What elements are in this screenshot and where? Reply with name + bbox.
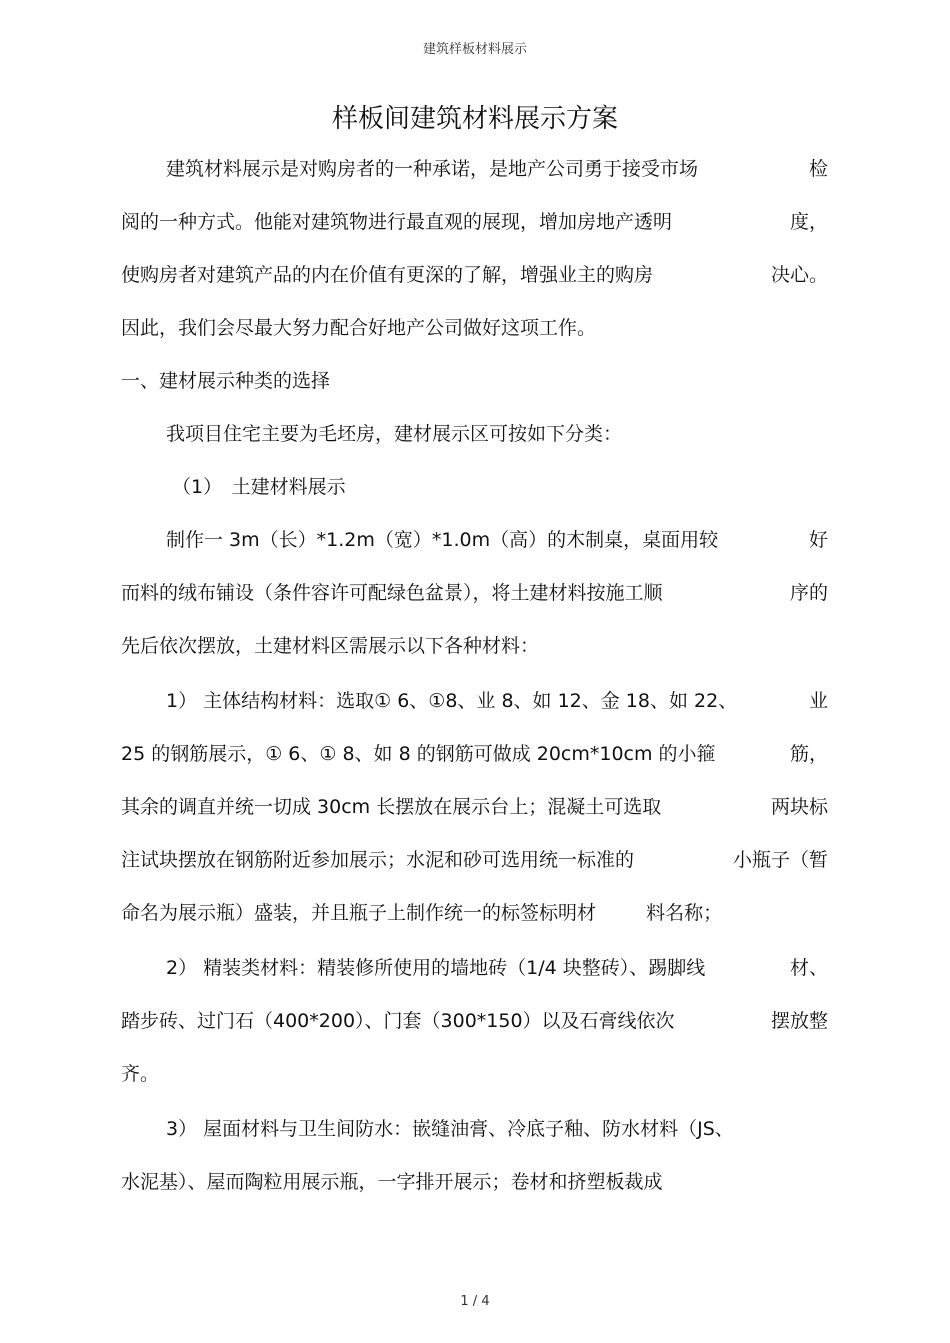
line-tail: 检 bbox=[808, 158, 828, 180]
paragraph-line bbox=[121, 739, 828, 769]
line-text: 注试块摆放在钢筋附近参加展示；水泥和砂可选用统一标准的 bbox=[121, 849, 635, 871]
line-text: 命名为展示瓶）盛装，并且瓶子上制作统一的标签标明材 bbox=[121, 902, 597, 924]
paragraph-line bbox=[121, 898, 828, 928]
paragraph-line bbox=[121, 792, 828, 822]
line-text: 3） 屋面材料与卫生间防水：嵌缝油膏、冷底子釉、防水材料（JS、 bbox=[166, 1118, 734, 1140]
paragraph-line bbox=[121, 631, 828, 661]
line-text: 踏步砖、过门石（400*200）、门套（300*150）以及石膏线依次 bbox=[121, 1010, 675, 1032]
paragraph-line bbox=[121, 1059, 828, 1089]
heading-text: （1） 土建材料展示 bbox=[172, 476, 346, 498]
line-text: 因此，我们会尽最大努力配合好地产公司做好这项工作。 bbox=[121, 317, 597, 339]
line-text: 先后依次摆放，土建材料区需展示以下各种材料： bbox=[121, 635, 540, 657]
paragraph-line bbox=[121, 207, 828, 237]
line-text: 制作一 3m（长）*1.2m（宽）*1.0m（高）的木制桌，桌面用较 bbox=[166, 529, 719, 551]
heading-text: 一、建材展示种类的选择 bbox=[121, 370, 331, 392]
section-heading bbox=[121, 366, 828, 396]
line-text: 而料的绒布铺设（条件容许可配绿色盆景），将土建材料按施工顺 bbox=[121, 582, 663, 604]
line-tail: 材、 bbox=[789, 957, 828, 979]
paragraph-line bbox=[121, 578, 828, 608]
line-text: 我项目住宅主要为毛坯房，建材展示区可按如下分类： bbox=[166, 423, 623, 445]
line-tail: 度， bbox=[789, 211, 828, 233]
line-text: 阅的一种方式。他能对建筑物进行最直观的展现，增加房地产透明 bbox=[121, 211, 673, 233]
line-tail: 小瓶子（暂 bbox=[732, 849, 828, 871]
line-text: 2） 精装类材料：精装修所使用的墙地砖（1/4 块整砖）、踢脚线 bbox=[166, 957, 706, 979]
line-text: 水泥基）、屋而陶粒用展示瓶，一字排开展示；卷材和挤塑板裁成 bbox=[121, 1171, 663, 1193]
paragraph-line bbox=[166, 686, 828, 716]
line-tail: 决心。 bbox=[770, 264, 828, 286]
line-text: 使购房者对建筑产品的内在价值有更深的了解，增强业主的购房 bbox=[121, 264, 654, 286]
line-text: 齐。 bbox=[121, 1063, 160, 1085]
paragraph-line bbox=[121, 1006, 828, 1036]
paragraph-line bbox=[121, 845, 828, 875]
line-tail: 序的 bbox=[789, 582, 828, 604]
subsection-heading bbox=[172, 472, 828, 502]
line-tail: 业 bbox=[808, 690, 828, 712]
line-tail: 摆放整 bbox=[770, 1010, 828, 1032]
line-text: 1） 主体结构材料：选取① 6、①8、业 8、如 12、金 18、如 22、 bbox=[166, 690, 738, 712]
running-header: 建筑样板材料展示 bbox=[422, 42, 527, 57]
line-text: 建筑材料展示是对购房者的一种承诺，是地产公司勇于接受市场 bbox=[166, 158, 699, 180]
paragraph-line bbox=[166, 953, 828, 983]
line-tail: 两块标 bbox=[770, 796, 828, 818]
paragraph-line bbox=[166, 1114, 828, 1144]
line-tail: 筋， bbox=[789, 743, 828, 765]
paragraph-line bbox=[166, 525, 828, 555]
line-text: 25 的钢筋展示，① 6、① 8、如 8 的钢筋可做成 20cm*10cm 的小箍 bbox=[121, 743, 716, 765]
document-title: 样板间建筑材料展示方案 bbox=[331, 104, 618, 134]
paragraph-line bbox=[121, 260, 828, 290]
line-text: 其余的调直并统一切成 30cm 长摆放在展示台上；混凝土可选取 bbox=[121, 796, 662, 818]
paragraph-line bbox=[166, 154, 828, 184]
paragraph-line bbox=[166, 419, 828, 449]
paragraph-line bbox=[121, 313, 828, 343]
line-tail: 料名称； bbox=[646, 902, 723, 924]
line-tail: 好 bbox=[808, 529, 828, 551]
page-number: 1 / 4 bbox=[460, 1294, 490, 1309]
paragraph-line bbox=[121, 1167, 828, 1197]
